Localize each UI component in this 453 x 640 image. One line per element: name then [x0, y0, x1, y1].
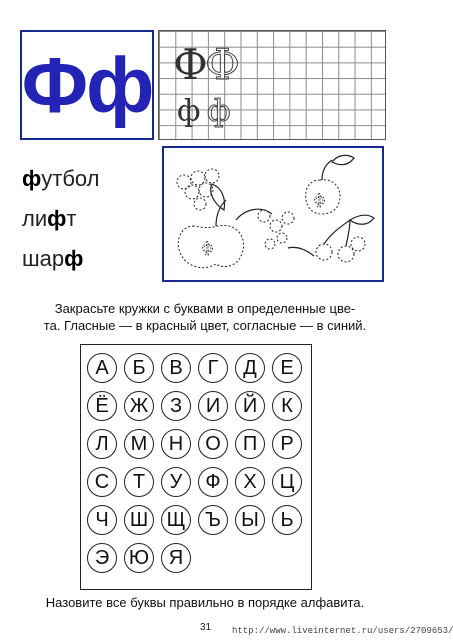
- word-start: шар: [22, 246, 65, 271]
- letter-circle[interactable]: Ц: [272, 467, 302, 497]
- fruit-drawing: [164, 148, 382, 280]
- letter-circle[interactable]: Е: [272, 353, 302, 383]
- letter-circle[interactable]: Д: [235, 353, 265, 383]
- sample-upper-letter: Ф: [173, 40, 208, 89]
- letter-circle[interactable]: З: [161, 391, 191, 421]
- word-highlight: ф: [64, 246, 84, 271]
- letter-circle[interactable]: Р: [272, 429, 302, 459]
- pear-letter: ф: [314, 192, 325, 208]
- letter-circle[interactable]: О: [198, 429, 228, 459]
- letter-circle[interactable]: Г: [198, 353, 228, 383]
- word-sharf: [22, 246, 83, 272]
- word-lift: [22, 206, 76, 232]
- letter-circle[interactable]: И: [198, 391, 228, 421]
- letter-circle[interactable]: Й: [235, 391, 265, 421]
- instruction-line-2: та. Гласные — в красный цвет, согласные — в синий.: [43, 318, 367, 333]
- letter-circle[interactable]: Х: [235, 467, 265, 497]
- trace-upper-letter: Ф: [205, 40, 240, 89]
- word-start: ли: [22, 206, 48, 231]
- writing-grid: [158, 30, 386, 140]
- letter-circle[interactable]: В: [161, 353, 191, 383]
- word-highlight: ф: [47, 206, 67, 231]
- letter-circle[interactable]: Щ: [161, 505, 191, 535]
- sample-lower-letter: ф: [177, 94, 201, 129]
- letter-circle[interactable]: Л: [87, 429, 117, 459]
- letter-circle[interactable]: С: [87, 467, 117, 497]
- letter-circle[interactable]: У: [161, 467, 191, 497]
- letter-circle[interactable]: Н: [161, 429, 191, 459]
- letter-circle[interactable]: Я: [161, 543, 191, 573]
- letter-circle[interactable]: К: [272, 391, 302, 421]
- letter-circle[interactable]: Ы: [235, 505, 265, 535]
- letter-circle[interactable]: Ф: [198, 467, 228, 497]
- word-end: т: [66, 206, 77, 231]
- letter-circle[interactable]: Ь: [272, 505, 302, 535]
- letter-circle[interactable]: Э: [87, 543, 117, 573]
- apple-letter: ф: [202, 240, 213, 256]
- letter-circle[interactable]: М: [124, 429, 154, 459]
- word-futbol: [22, 166, 100, 192]
- word-highlight: ф: [22, 166, 42, 191]
- letter-circle[interactable]: Ё: [87, 391, 117, 421]
- fruit-illustration: [162, 146, 384, 282]
- page-number: 31: [200, 622, 212, 633]
- letter-circle[interactable]: П: [235, 429, 265, 459]
- trace-lower-letter: ф: [207, 94, 231, 129]
- big-letter-box: [20, 30, 154, 140]
- alphabet-task: Назовите все буквы правильно в порядке алфавита.: [45, 595, 365, 610]
- letter-circle[interactable]: Ж: [124, 391, 154, 421]
- alphabet-circle-grid: [80, 344, 312, 590]
- word-rest: утбол: [41, 166, 100, 191]
- letter-circle[interactable]: Б: [124, 353, 154, 383]
- big-letters: Фф: [21, 41, 153, 129]
- letter-circle[interactable]: Ш: [124, 505, 154, 535]
- letter-circle[interactable]: А: [87, 353, 117, 383]
- letter-circle[interactable]: Ъ: [198, 505, 228, 535]
- letter-circle[interactable]: Ю: [124, 543, 154, 573]
- letter-circle[interactable]: Ч: [87, 505, 117, 535]
- instruction-line-1: Закрасьте кружки с буквами в определенные цве-: [54, 301, 356, 316]
- letter-circle[interactable]: Т: [124, 467, 154, 497]
- watermark-url: http://www.liveinternet.ru/users/2709653/: [232, 626, 453, 636]
